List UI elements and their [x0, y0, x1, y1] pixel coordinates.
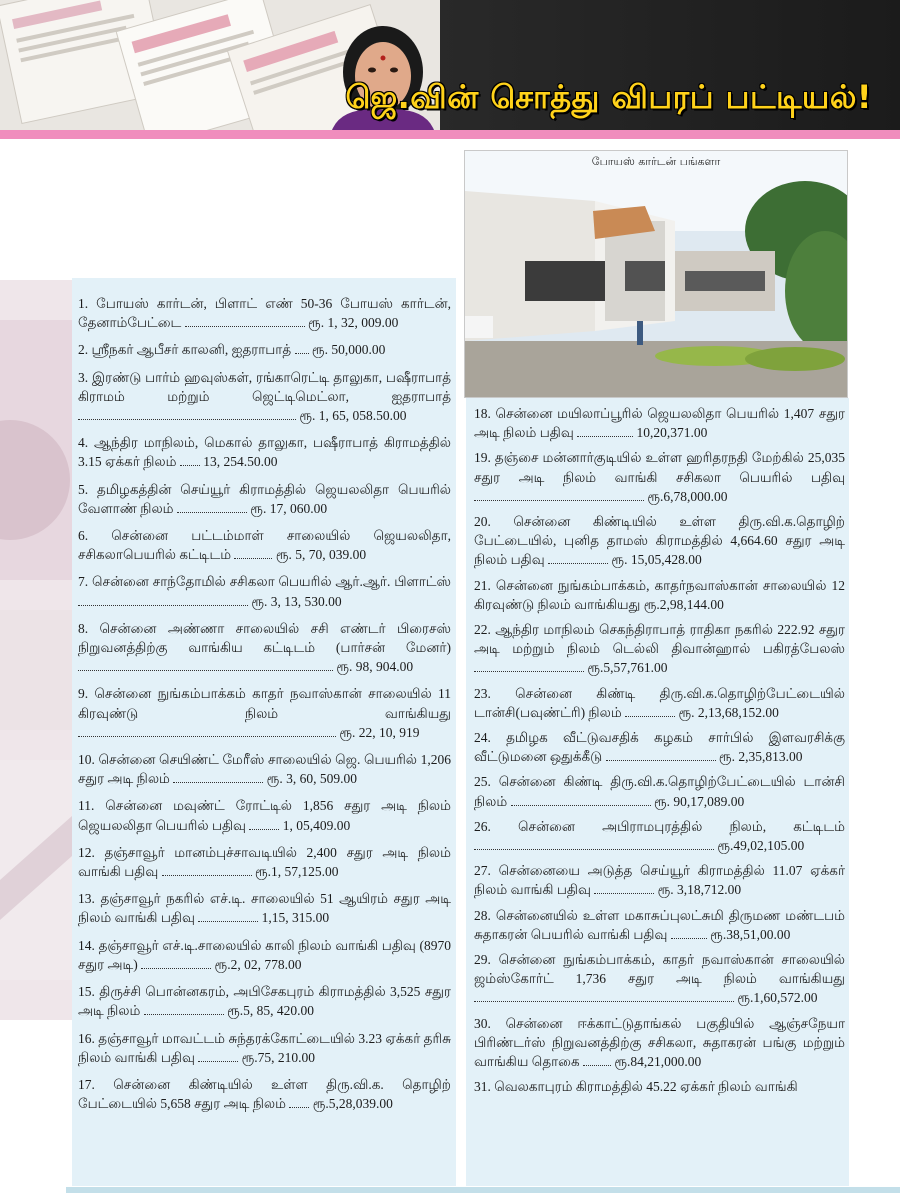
list-item: 15. திருச்சி பொன்னகரம், அபிசேகபுரம் கிராமத்தில் 3,525 சதுர அடி நிலம் ரூ.5, 85, 420.00 [78, 984, 451, 1019]
list-item: 7. சென்னை சாந்தோமில் சசிகலா பெயரில் ஆர்.ஆர். பிளாட்ஸ் ரூ. 3, 13, 530.00 [78, 574, 451, 609]
list-item: 8. சென்னை அண்ணா சாலையில் சசி எண்டர் பிரைசஸ் நிறுவனத்திற்கு வாங்கிய கட்டிடம் (பார்சன் மேனர்) ரூ. 98, 904.00 [78, 620, 451, 675]
list-item: 30. சென்னை ஈக்காட்டுதாங்கல் பகுதியில் ஆஞ்சநேயா பிரிண்டர்ஸ் நிறுவனத்திற்கு சசிகலா, சுதாகரன் பங்கு மற்றும் வாங்கிய தொகை ரூ.84,21,000.00 [474, 1015, 845, 1070]
list-item: 22. ஆந்திர மாநிலம் செகந்திராபாத் ராதிகா நகரில் 222.92 சதுர அடி மற்றும் நிலம் டெல்லி திவான்ஹால் பகிரத்பேலஸ் ரூ.5,57,761.00 [474, 622, 845, 676]
list-item: 17. சென்னை கிண்டியில் உள்ள திரு.வி.க. தொழிற் பேட்டையில் 5,658 சதுர அடி நிலம் ரூ.5,28,039.00 [78, 1076, 451, 1112]
list-item: 5. தமிழகத்தின் செய்யூர் கிராமத்தில் ஜெயலலிதா பெயரில் வேளாண் நிலம் ரூ. 17, 060.00 [78, 481, 451, 516]
list-item: 14. தஞ்சாவூர் எச்.டி.சாலையில் காலி நிலம் வாங்கி பதிவு (8970 சதுர அடி) ரூ.2, 02, 778.00 [78, 937, 451, 972]
list-item: 12. தஞ்சாவூர் மானம்புச்சாவடியில் 2,400 சதுர அடி நிலம் வாங்கி பதிவு ரூ.1, 57,125.00 [78, 844, 451, 880]
list-item: 10. சென்னை செயிண்ட் மேரீஸ் சாலையில் ஜெ. பெயரில் 1,206 சதுர அடி நிலம் ரூ. 3, 60, 509.00 [78, 752, 451, 787]
bungalow-photo [465, 151, 848, 398]
list-item: 25. சென்னை கிண்டி திரு.வி.க.தொழிற்பேட்டையில் டான்சி நிலம் ரூ. 90,17,089.00 [474, 774, 845, 809]
list-item: 24. தமிழக வீட்டுவசதிக் கழகம் சார்பில் இளவரசிக்கு வீட்டுமனை ஒதுக்கீடு ரூ. 2,35,813.00 [474, 730, 845, 765]
list-item: 4. ஆந்திர மாநிலம், மெகால் தாலுகா, பஷீராபாத் கிராமத்தில் 3.15 ஏக்கர் நிலம் 13, 254.50.00 [78, 435, 451, 470]
list-item: 13. தஞ்சாவூர் நகரில் எச்.டி. சாலையில் 51 ஆயிரம் சதுர அடி நிலம் வாங்கி பதிவு 1,15, 315.00 [78, 891, 451, 926]
list-item: 27. சென்னையை அடுத்த செய்யூர் கிராமத்தில் 11.07 ஏக்கர் நிலம் வாங்கி பதிவு ரூ. 3,18,712.00 [474, 863, 845, 898]
photo-caption: போயஸ் கார்டன் பங்களா [591, 155, 721, 168]
list-item: 31. வெலகாபுரம் கிராமத்தில் 45.22 ஏக்கர் நிலம் வாங்கி [474, 1079, 798, 1095]
page-title: ஜெ.வின் சொத்து விபரப் பட்டியல்! [345, 78, 872, 116]
bottom-rule [66, 1187, 900, 1193]
asset-list-left [72, 278, 456, 1186]
list-item: 18. சென்னை மயிலாப்பூரில் ஜெயலலிதா பெயரில் 1,407 சதுர அடி நிலம் பதிவு 10,20,371.00 [474, 406, 845, 441]
list-item: 1. போயஸ் கார்டன், பிளாட் எண் 50-36 போயஸ் கார்டன், தேனாம்பேட்டை ரூ. 1, 32, 009.00 [78, 296, 451, 331]
asset-list-right [466, 398, 849, 1186]
list-item: 19. தஞ்சை மன்னார்குடியில் உள்ள ஹரிதரநதி மேற்கில் 25,035 சதுர அடி நிலம் வாங்கி சசிகலா பெயரில் பதிவு ரூ.6,78,000.00 [474, 450, 845, 504]
list-item: 21. சென்னை நுங்கம்பாக்கம், காதர்நவாஸ்கான் சாலையில் 12 கிரவுண்டு நிலம் வாங்கியது ரூ.2,98,144.00 [474, 577, 845, 612]
photo-figure [464, 150, 848, 398]
list-item: 20. சென்னை கிண்டியில் உள்ள திரு.வி.க.தொழிற் பேட்டையில், புனித தாமஸ் கிராமத்தில் 4,664.60 சதுர அடி நிலம் பதிவு ரூ. 15,05,428.00 [474, 514, 845, 568]
list-item: 26. சென்னை அபிராமபுரத்தில் நிலம், கட்டிடம் ரூ.49,02,105.00 [474, 818, 845, 854]
list-item: 9. சென்னை நுங்கம்பாக்கம் காதர் நவாஸ்கான் சாலையில் 11 கிரவுண்டு நிலம் வாங்கியது ரூ. 22, 10, 919 [78, 686, 451, 740]
header-banner [0, 0, 900, 130]
accent-strip [0, 130, 900, 139]
list-item: 3. இரண்டு பார்ம் ஹவுஸ்கள், ரங்காரெட்டி தாலுகா, பஷீராபாத் கிராமம் மற்றும் ஜெட்டிமெட்லா, ஐதராபாத் ரூ. 1, 65, 058.50.00 [78, 369, 451, 424]
list-item: 11. சென்னை மவுண்ட் ரோட்டில் 1,856 சதுர அடி நிலம் ஜெயலலிதா பெயரில் பதிவு 1, 05,409.00 [78, 798, 451, 833]
list-item: 6. சென்னை பட்டம்மாள் சாலையில் ஜெயலலிதா, சசிகலாபெயரில் கட்டிடம் ரூ. 5, 70, 039.00 [78, 528, 451, 563]
list-item: 16. தஞ்சாவூர் மாவட்டம் சுந்தரக்கோட்டையில் 3.23 ஏக்கர் தரிசு நிலம் வாங்கி பதிவு ரூ.75, 210.00 [78, 1030, 451, 1065]
list-item: 2. ஸ்ரீநகர் ஆபீசர் காலனி, ஐதராபாத் ரூ. 50,000.00 [78, 342, 386, 358]
list-item: 23. சென்னை கிண்டி திரு.வி.க.தொழிற்பேட்டையில் டான்சி(பவுண்ட்ரி) நிலம் ரூ. 2,13,68,152.00 [474, 685, 845, 720]
list-item: 29. சென்னை நுங்கம்பாக்கம், காதர் நவாஸ்கான் சாலையில் ஜம்ஸ்கோர்ட் 1,736 சதுர அடி நிலம் வாங்கியது ரூ.1,60,572.00 [474, 952, 845, 1006]
list-item: 28. சென்னையில் உள்ள மகாசுப்புலட்சுமி திருமண மண்டபம் சுதாகரன் பெயரில் வாங்கி பதிவு ரூ.38,51,00.00 [474, 907, 845, 942]
